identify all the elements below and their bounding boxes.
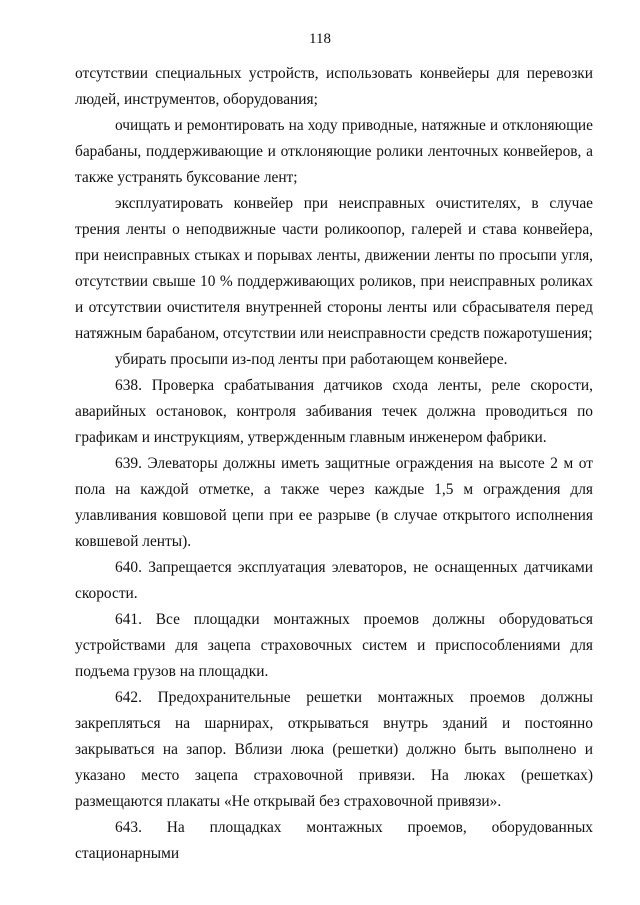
- body-text: [75, 61, 593, 867]
- paragraph-639: 639. Элеваторы должны иметь защитные ограждения на высоте 2 м от пола на каждой отметке, а также через каждые 1,5 м ограждения для улавливания ковшовой цепи при ее разрыве (в случае открытого исполнения ковшевой ленты).: [75, 455, 593, 550]
- paragraph-638: 638. Проверка срабатывания датчиков схода ленты, реле скорости, аварийных остановок, контроля забивания течек должна проводиться по графикам и инструкциям, утвержденным главным инженером фабрики.: [75, 377, 593, 446]
- paragraph-continuation: отсутствии специальных устройств, использовать конвейеры для перевозки людей, инструментов, оборудования;: [75, 65, 593, 108]
- paragraph-641: 641. Все площадки монтажных проемов должны оборудоваться устройствами для зацепа страховочных систем и приспособлениями для подъема грузов на площадки.: [75, 611, 593, 680]
- paragraph-remove-spillage: убирать просыпи из-под ленты при работающем конвейере.: [115, 351, 508, 368]
- paragraph-faulty-cleaners: эксплуатировать конвейер при неисправных очистителях, в случае трения ленты о неподвижные части роликоопор, галерей и става конвейера, при неисправных стыках и порывах ленты, движении ленты по просыпи угля, отсутствии свыше 10 % поддерживающих роликов, при неисправных роликах и отсутствии очистителя внутренней стороны ленты или сбрасывателя перед натяжным барабаном, отсутствии или неисправности средств пожаротушения;: [75, 195, 593, 342]
- paragraph-643: 643. На площадках монтажных проемов, оборудованных стационарными: [75, 819, 593, 862]
- paragraph-clean-drums: очищать и ремонтировать на ходу приводные, натяжные и отклоняющие барабаны, поддерживающие и отклоняющие ролики ленточных конвейеров, а также устранять буксование лент;: [75, 117, 593, 186]
- paragraph-642: 642. Предохранительные решетки монтажных проемов должны закрепляться на шарнирах, открываться внутрь зданий и постоянно закрываться на запор. Вблизи люка (решетки) должно быть выполнено и указано место зацепа страховочной привязи. На люках (решетках) размещаются плакаты «Не открывай без страховочной привязи».: [75, 689, 593, 810]
- page-number: 118: [309, 31, 331, 47]
- paragraph-640: 640. Запрещается эксплуатация элеваторов, не оснащенных датчиками скорости.: [75, 559, 593, 602]
